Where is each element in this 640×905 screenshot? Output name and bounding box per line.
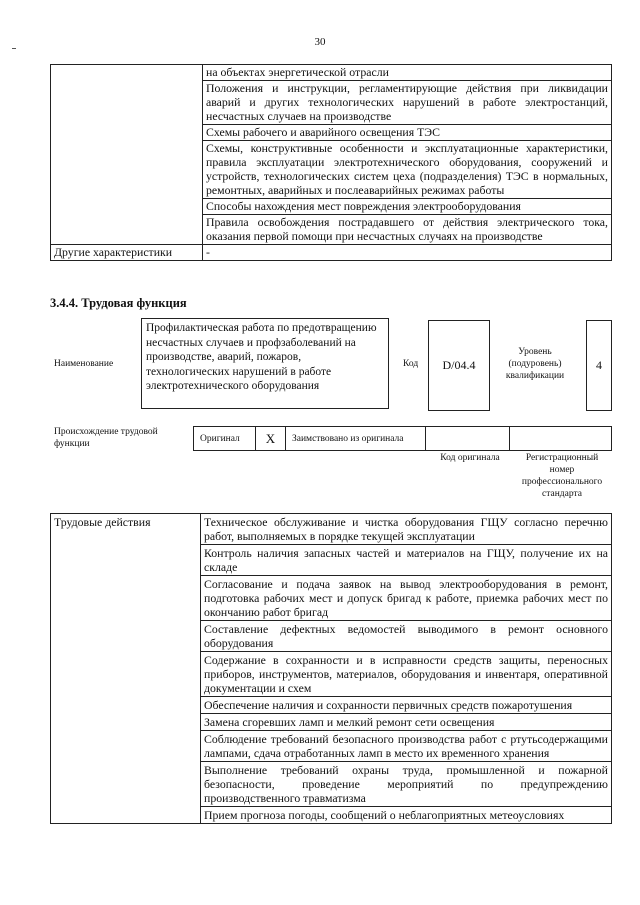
row-label	[51, 65, 203, 245]
function-name: Профилактическая работа по предотвращению несчастных случаев и профзаболеваний на производстве, аварий, пожаров, технологических нарушений в работе электротехнического оборудования	[141, 318, 389, 409]
table-row	[51, 514, 612, 545]
table-cell: Схемы, конструктивные особенности и эксплуатационные характеристики, правила эксплуатации электротехнического оборудования, сооружений и устройств, технологических систем цеха (подразделения) ТЭС в нормальных, ремонтных, аварийных и послеаварийных режимах работы	[203, 141, 612, 199]
knowledge-table-continuation	[50, 64, 612, 261]
registration-caption: Регистрационный номер профессионального стандарта	[521, 453, 603, 499]
qualification-level: 4	[586, 320, 612, 411]
table-cell: Содержание в сохранности и в исправности средств защиты, переносных приборов, инструментов, материалов, оборудования и инвентаря, оперативной документации и схем	[201, 652, 612, 697]
table-cell: Прием прогноза погоды, сообщений о неблагоприятных метеоусловиях	[201, 807, 612, 824]
original-code-cell	[426, 427, 510, 450]
table-cell: Правила освобождения пострадавшего от действия электрического тока, оказания первой помощи при несчастных случаях на производстве	[203, 215, 612, 245]
original-label: Оригинал	[194, 427, 256, 450]
labor-actions-table	[50, 513, 612, 824]
borrowed-label: Заимствовано из оригинала	[286, 427, 426, 450]
code-caption: Код оригинала	[440, 453, 500, 463]
table-cell: Техническое обслуживание и чистка оборудования ГЩУ согласно перечню работ, выполняемых в порядке текущей эксплуатации	[201, 514, 612, 545]
actions-label: Трудовые действия	[51, 514, 201, 824]
table-cell: Схемы рабочего и аварийного освещения ТЭС	[203, 125, 612, 141]
table-cell: Положения и инструкции, регламентирующие действия при ликвидации аварий и других технологических нарушений в работе электростанций, несчастных случаев на производстве	[203, 81, 612, 125]
registration-number-cell	[510, 427, 613, 450]
table-cell: Способы нахождения мест повреждения электрооборудования	[203, 199, 612, 215]
table-cell: Контроль наличия запасных частей и материалов на ГЩУ, получение их на складе	[201, 545, 612, 576]
original-mark: X	[256, 427, 286, 450]
table-cell: Обеспечение наличия и сохранности первичных средств пожаротушения	[201, 697, 612, 714]
table-cell: Замена сгоревших ламп и мелкий ремонт сети освещения	[201, 714, 612, 731]
scan-mark	[12, 48, 16, 49]
table-cell: Составление дефектных ведомостей выводимого в ремонт основного оборудования	[201, 621, 612, 652]
row-label: Другие характеристики	[51, 245, 203, 261]
code-label: Код	[403, 359, 419, 369]
origin-row	[193, 426, 612, 451]
page-number: 30	[314, 36, 326, 48]
table-row	[51, 245, 612, 261]
level-label: Уровень (подуровень) квалификации	[505, 347, 565, 381]
table-cell: Согласование и подача заявок на вывод электрооборудования в ремонт, подготовка рабочих мест и допуск бригад к работе, приемка рабочих мест по окончанию работ бригад	[201, 576, 612, 621]
table-cell: Выполнение требований охраны труда, промышленной и пожарной безопасности, проведение мероприятий по предупреждению производственного травматизма	[201, 762, 612, 807]
table-cell: -	[203, 245, 612, 261]
table-row	[51, 65, 612, 81]
name-label: Наименование	[54, 359, 114, 369]
origin-label: Происхождение трудовой функции	[54, 427, 158, 449]
section-heading: 3.4.4. Трудовая функция	[50, 296, 187, 310]
table-cell: Соблюдение требований безопасного производства работ с ртутьсодержащими лампами, сдача отработанных ламп в место их временного хранения	[201, 731, 612, 762]
table-cell: на объектах энергетической отрасли	[203, 65, 612, 81]
function-code: D/04.4	[428, 320, 490, 411]
